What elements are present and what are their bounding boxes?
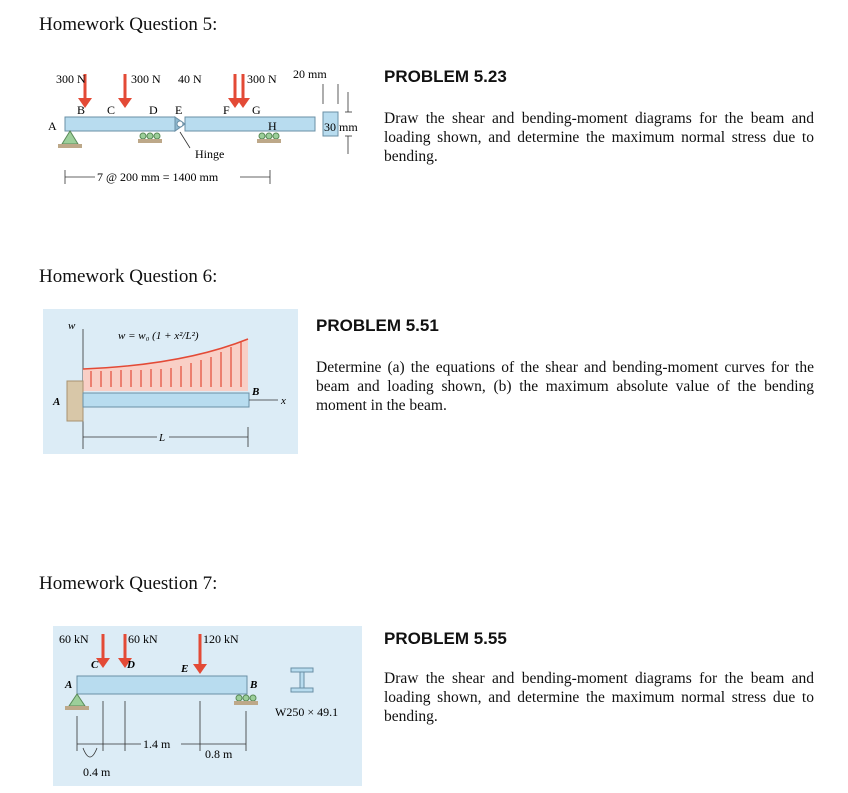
- q7-load-3: 120 kN: [203, 632, 239, 646]
- q7-pt-e: E: [181, 663, 189, 675]
- q7-dim-1: 0.4 m: [83, 765, 111, 779]
- q5-problem-title: PROBLEM 5.23: [384, 67, 507, 86]
- q6-problem-text: Determine (a) the equations of the shear and bending-moment curves for the beam and loading shown, (b) the maximum absolute value of the bending moment in the beam.: [316, 359, 814, 414]
- q7-pt-d: D: [127, 659, 135, 671]
- q6-wall: [67, 381, 83, 421]
- q6-problem-title: PROBLEM 5.51: [316, 316, 439, 335]
- q6-load-eq: w = w₀ (1 + x²/L²): [118, 330, 199, 342]
- q6-length-label: L: [159, 432, 166, 444]
- q5-pt-e: E: [175, 103, 183, 117]
- q6-beam: [83, 393, 249, 407]
- q6-heading: Homework Question 6:: [39, 266, 218, 287]
- q5-heading: Homework Question 5:: [39, 14, 218, 35]
- q7-beam: [77, 676, 247, 694]
- q7-heading: Homework Question 7:: [39, 573, 218, 594]
- q7-section-label: W250 × 49.1: [275, 705, 339, 719]
- q5-problem-text: Draw the shear and bending-moment diagrams for the beam and loading shown, and determine the maximum normal stress due to bending.: [384, 110, 814, 165]
- q5-pt-g: G: [252, 103, 261, 117]
- q5-span-label: 7 @ 200 mm = 1400 mm: [97, 170, 219, 184]
- q5-section-height: 30 mm: [324, 120, 358, 134]
- q7-dim-2: 1.4 m: [143, 737, 171, 751]
- q5-pt-b: B: [77, 103, 86, 117]
- q5-beam-right: [185, 117, 315, 131]
- q5-support-a: [62, 131, 78, 144]
- q6-w-axis: w: [68, 320, 76, 332]
- q5-load-2: 300 N: [131, 72, 161, 86]
- q7-beam-figure: [53, 626, 362, 786]
- q7-load-2: 60 kN: [128, 632, 158, 646]
- q5-hinge-label: Hinge: [195, 147, 225, 161]
- q5-load-1: 300 N: [56, 72, 86, 86]
- q5-pt-d: D: [149, 103, 158, 117]
- q7-pt-a: A: [65, 679, 73, 691]
- q7-pt-c: C: [91, 659, 99, 671]
- q5-beam-figure: [40, 62, 380, 197]
- q6-pt-a: A: [53, 396, 61, 408]
- q7-load-1: 60 kN: [59, 632, 89, 646]
- q5-load-4: 300 N: [247, 72, 277, 86]
- q6-beam-figure: [43, 309, 298, 454]
- q5-beam-left: [65, 117, 175, 131]
- q5-pt-c: C: [107, 103, 116, 117]
- q6-pt-b: B: [252, 386, 260, 398]
- q7-support-b: [234, 695, 258, 705]
- q5-pt-a: A: [48, 119, 57, 133]
- q7-dim-3: 0.8 m: [205, 747, 233, 761]
- q7-problem-title: PROBLEM 5.55: [384, 629, 507, 648]
- q5-pt-f: F: [223, 103, 230, 117]
- q5-pt-h: H: [268, 119, 277, 133]
- q5-support-h: [257, 133, 281, 143]
- q6-x-label: x: [281, 395, 286, 407]
- q7-pt-b: B: [250, 679, 258, 691]
- q5-load-3: 40 N: [178, 72, 202, 86]
- q7-problem-text: Draw the shear and bending-moment diagrams for the beam and loading shown, and determine the maximum normal stress due to bending.: [384, 670, 814, 725]
- q5-support-d: [138, 133, 162, 143]
- q5-section-width: 20 mm: [293, 67, 327, 81]
